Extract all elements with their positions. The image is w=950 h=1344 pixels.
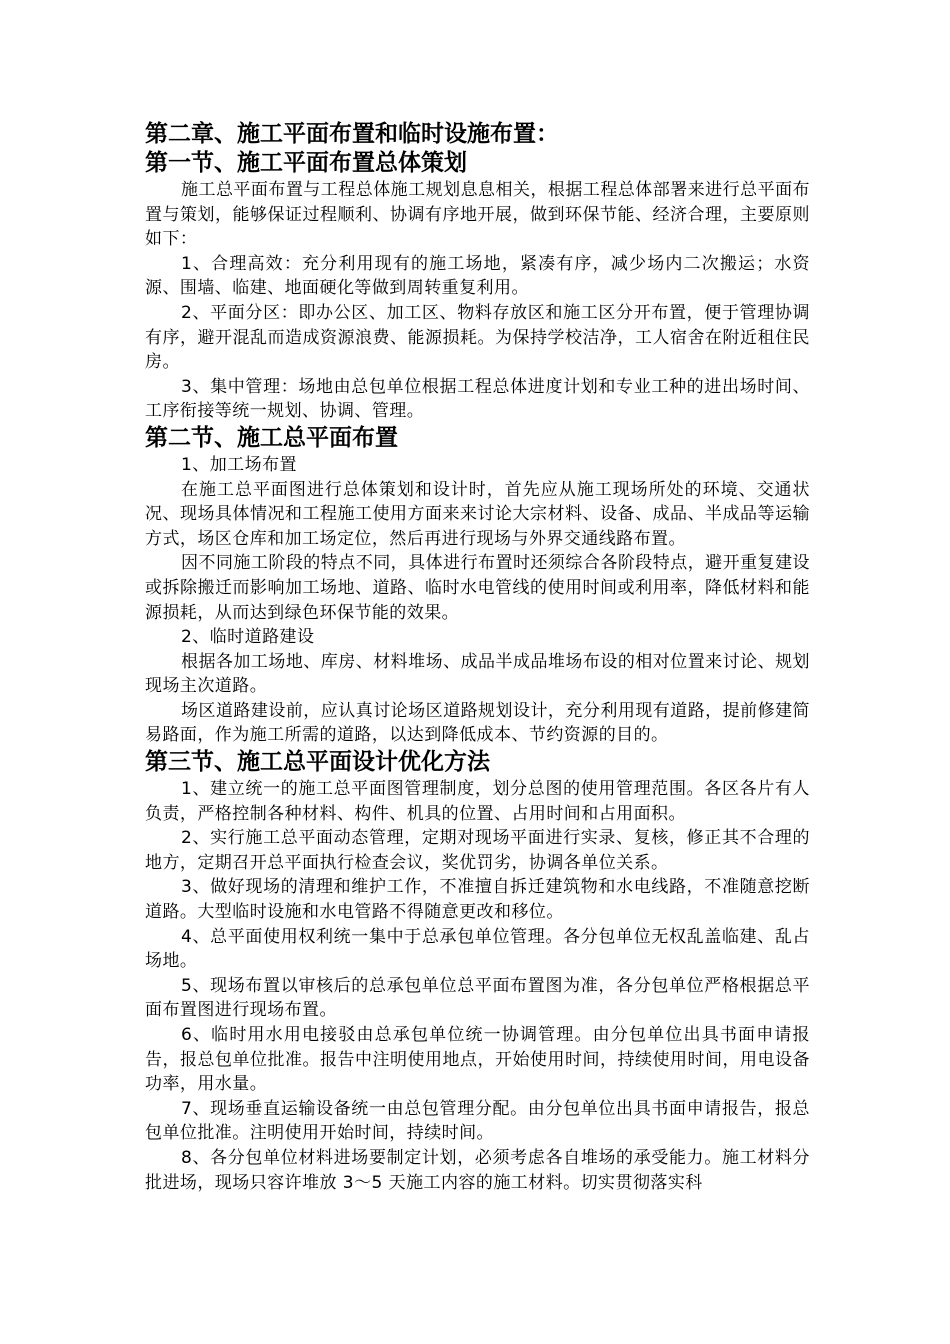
section-2-paragraph: 在施工总平面图进行总体策划和设计时，首先应从施工现场所处的环境、交通状况、现场具体情况和工程施工使用方面来来讨论大宗材料、设备、成品、半成品等运输方式，场区仓库和加工场定位，然后再进行现场与外界交通线路布置。	[145, 479, 810, 549]
section-1-heading: 第一节、施工平面布置总体策划	[145, 150, 467, 176]
section-3-item: 3、做好现场的清理和维护工作，不准擅自拆迁建筑物和水电线路，不准随意挖断道路。大型临时设施和水电管路不得随意更改和移位。	[145, 877, 810, 923]
section-3-item: 6、临时用水用电接驳由总承包单位统一协调管理。由分包单位出具书面申请报告，报总包单位批准。报告中注明使用地点，开始使用时间，持续使用时间，用电设备功率，用水量。	[145, 1025, 810, 1095]
section-3-item: 4、总平面使用权利统一集中于总承包单位管理。各分包单位无权乱盖临建、乱占场地。	[145, 926, 810, 972]
section-2-subheading: 2、临时道路建设	[181, 627, 315, 648]
section-3-item: 8、各分包单位材料进场要制定计划，必须考虑各自堆场的承受能力。施工材料分批进场，现场只容许堆放 3～5 天施工内容的施工材料。切实贯彻落实科	[145, 1147, 810, 1193]
section-3-item: 7、现场垂直运输设备统一由总包管理分配。由分包单位出具书面申请报告，报总包单位批准。注明使用开始时间，持续时间。	[145, 1098, 810, 1144]
section-1-item: 2、平面分区：即办公区、加工区、物料存放区和施工区分开布置，便于管理协调有序，避开混乱而造成资源浪费、能源损耗。为保持学校洁净，工人宿舍在附近租住民房。	[145, 302, 810, 373]
section-3-item: 1、建立统一的施工总平面图管理制度，划分总图的使用管理范围。各区各片有人负责，严格控制各种材料、构件、机具的位置、占用时间和占用面积。	[145, 779, 810, 824]
document-page	[145, 120, 810, 1195]
section-2-paragraph: 根据各加工场地、库房、材料堆场、成品半成品堆场布设的相对位置来讨论、规划现场主次道路。	[145, 651, 810, 697]
section-3-heading: 第三节、施工总平面设计优化方法	[145, 749, 490, 776]
chapter-heading: 第二章、施工平面布置和临时设施布置：	[145, 121, 559, 147]
section-3-item: 2、实行施工总平面动态管理，定期对现场平面进行实录、复核，修正其不合理的地方，定期召开总平面执行检查会议，奖优罚劣，协调各单位关系。	[145, 828, 810, 873]
section-1-item: 3、集中管理：场地由总包单位根据工程总体进度计划和专业工种的进出场时间、工序衔接等统一规划、协调、管理。	[145, 376, 810, 422]
section-3-item: 5、现场布置以审核后的总承包单位总平面布置图为准，各分包单位严格根据总平面布置图进行现场布置。	[145, 975, 810, 1021]
section-2-heading: 第二节、施工总平面布置	[145, 424, 398, 451]
section-2-paragraph: 场区道路建设前，应认真讨论场区道路规划设计，充分利用现有道路，提前修建简易路面，作为施工所需的道路，以达到降低成本、节约资源的目的。	[145, 700, 810, 746]
section-1-item: 1、合理高效：充分利用现有的施工场地，紧凑有序，减少场内二次搬运；水资源、围墙、临建、地面硬化等做到周转重复利用。	[145, 253, 810, 299]
section-1-paragraph: 施工总平面布置与工程总体施工规划息息相关，根据工程总体部署来进行总平面布置与策划，能够保证过程顺利、协调有序地开展，做到环保节能、经济合理，主要原则如下：	[145, 180, 810, 250]
section-2-paragraph: 因不同施工阶段的特点不同，具体进行布置时还须综合各阶段特点，避开重复建设或拆除搬迁而影响加工场地、道路、临时水电管线的使用时间或利用率，降低材料和能源损耗，从而达到绿色环保节能的效果。	[145, 553, 810, 623]
section-2-subheading: 1、加工场布置	[181, 454, 297, 475]
